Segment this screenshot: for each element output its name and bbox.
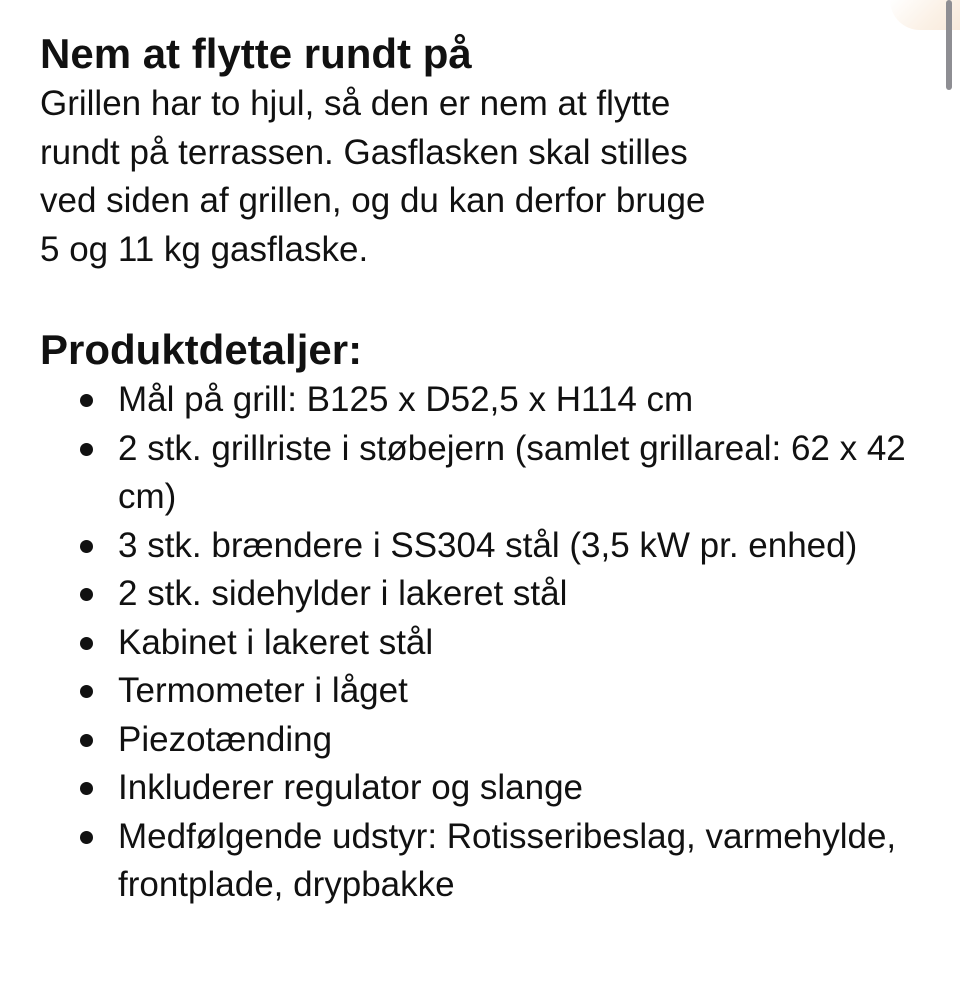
bullet-icon [80, 540, 93, 553]
list-item [40, 425, 920, 522]
list-item [40, 764, 920, 813]
list-item-text: Medfølgende udstyr: Rotisseribeslag, varmehylde, frontplade, drypbakke [118, 816, 897, 904]
moving-description [40, 80, 920, 274]
list-item-text: 2 stk. sidehylder i lakeret stål [118, 574, 568, 613]
bullet-icon [80, 782, 93, 795]
list-item [40, 376, 920, 425]
bullet-icon [80, 394, 93, 407]
product-description [40, 28, 920, 910]
list-item-text: Mål på grill: B125 x D52,5 x H114 cm [118, 380, 694, 419]
list-item [40, 570, 920, 619]
bullet-icon [80, 831, 93, 844]
list-item [40, 716, 920, 765]
bullet-icon [80, 685, 93, 698]
section-heading-moving: Nem at flytte rundt på [40, 30, 472, 77]
description-line: Grillen har to hjul, så den er nem at flytte [40, 84, 671, 123]
bullet-icon [80, 637, 93, 650]
list-item-text: Piezotænding [118, 719, 333, 759]
description-line: rundt på terrassen. Gasflasken skal stilles [40, 132, 688, 172]
list-item-text: Kabinet i lakeret stål [118, 622, 434, 662]
bullet-icon [80, 443, 93, 456]
bullet-icon [80, 588, 93, 601]
list-item [40, 667, 920, 716]
list-item [40, 813, 920, 910]
list-item-text: Termometer i låget [118, 671, 408, 710]
description-line: 5 og 11 kg gasflaske. [40, 229, 369, 269]
scrollbar[interactable] [946, 0, 952, 90]
list-item [40, 522, 920, 571]
list-item-text: 2 stk. grillriste i støbejern (samlet grillareal: 62 x 42 cm) [118, 428, 906, 516]
section-spacer [40, 274, 920, 324]
bullet-icon [80, 734, 93, 747]
list-item-text: 3 stk. brændere i SS304 stål (3,5 kW pr. enhed) [118, 525, 858, 565]
description-line: ved siden af grillen, og du kan derfor bruge [40, 181, 706, 220]
list-item-text: Inkluderer regulator og slange [118, 768, 584, 807]
section-heading-product-details: Produktdetaljer: [40, 326, 363, 373]
list-item [40, 619, 920, 668]
product-details-list [40, 376, 920, 910]
